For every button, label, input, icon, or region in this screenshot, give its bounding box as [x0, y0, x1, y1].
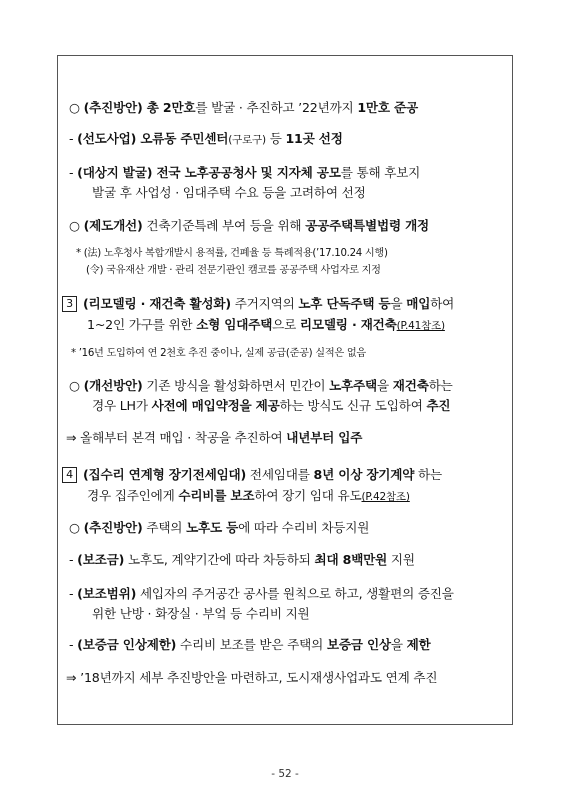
text-line: [92, 398, 450, 414]
text-segment: 등: [265, 131, 286, 146]
text-segment: 매입: [406, 296, 431, 311]
text-line: [87, 317, 445, 334]
text-segment: -: [69, 552, 78, 567]
text-segment: 공공주택특별법령 개정: [305, 218, 430, 233]
text-line: [69, 586, 454, 602]
text-segment: 을: [390, 637, 407, 652]
text-segment: 경우 LH가: [92, 398, 152, 413]
text-segment: (구로구): [228, 134, 266, 146]
section-heading: [62, 467, 442, 483]
page-number: - 52 -: [271, 768, 299, 780]
text-line: [69, 165, 420, 181]
text-segment: 하는: [414, 467, 442, 482]
text-segment: (보조금): [77, 552, 125, 567]
text-segment: 노후도 등: [186, 520, 239, 535]
text-segment: (선도사업) 오류동 주민센터: [77, 131, 229, 146]
text-segment: 지원: [387, 552, 415, 567]
text-segment: (추진방안): [83, 520, 143, 535]
text-segment: (보조범위): [77, 586, 137, 601]
note-line: [76, 246, 388, 262]
text-segment: 를 통해 후보지: [340, 165, 421, 180]
text-segment: 재건축: [392, 378, 429, 393]
text-segment: (令) 국유재산 개발 · 관리 전문기관인 캠코를 공공주택 사업자로 지정: [86, 265, 381, 276]
text-segment: 를 발굴 · 추진하고 ’22년까지: [195, 100, 358, 115]
note-line: [71, 346, 366, 362]
text-segment: 수리비 보조를 받은 주택의: [176, 637, 327, 652]
text-segment: 전세임대를: [246, 467, 314, 482]
text-segment: 사전에 매입약정을 제공: [151, 398, 280, 413]
text-line: [92, 185, 366, 201]
text-segment: (개선방안): [83, 378, 143, 393]
text-segment: 위한 난방 · 화장실 · 부엌 등 수리비 지원: [92, 606, 310, 621]
text-segment: 수리비를 보조: [178, 488, 255, 503]
text-segment: 내년부터 입주: [286, 430, 363, 445]
text-segment: 제한: [406, 637, 431, 652]
text-segment: 하여: [430, 296, 455, 311]
text-segment: 에 따라 수리비 차등지원: [238, 520, 370, 535]
text-segment: 발굴 후 사업성 · 임대주택 수요 등을 고려하여 선정: [92, 185, 366, 200]
text-segment: ○: [69, 100, 84, 115]
text-line: [69, 218, 429, 234]
text-segment: -: [69, 637, 78, 652]
text-line: [69, 100, 418, 116]
text-line: [69, 378, 453, 394]
text-segment: -: [69, 131, 78, 146]
section-number-box: 4: [62, 467, 77, 483]
text-segment: 8년 이상 장기계약: [313, 467, 415, 482]
text-segment: * ’16년 도입하여 연 2천호 추진 중이나, 실제 공급(준공) 실적은 없음: [71, 348, 366, 359]
text-segment: -: [69, 586, 78, 601]
text-line: [69, 637, 431, 653]
text-line: [83, 467, 442, 482]
text-line: [83, 296, 454, 311]
text-segment: (리모델링 · 재건축 활성화): [83, 296, 231, 311]
text-segment: (추진방안) 총 2만호: [83, 100, 196, 115]
text-segment: (P.42참조): [361, 491, 410, 503]
text-segment: 소형 임대주택: [196, 317, 273, 332]
text-line: [69, 520, 369, 536]
text-segment: 세입자의 주거공간 공사를 원칙으로 하고, 생활편의 증진을: [136, 586, 454, 601]
text-segment: (보증금 인상제한): [77, 637, 177, 652]
text-segment: 노후도, 계약기간에 따라 차등하되: [124, 552, 315, 567]
text-segment: 11곳 선정: [285, 131, 343, 146]
text-segment: ⇒ 올해부터 본격 매입 · 착공을 추진하여: [66, 430, 287, 445]
text-segment: ⇒ ’18년까지 세부 추진방안을 마련하고, 도시재생사업과도 연계 추진: [66, 670, 438, 685]
text-segment: 최대 8백만원: [314, 552, 388, 567]
text-segment: 경우 집주인에게: [87, 488, 179, 503]
text-segment: 주택의: [142, 520, 187, 535]
text-line: [92, 606, 310, 622]
text-segment: 기존 방식을 활성화하면서 민간이: [142, 378, 330, 393]
text-segment: 추진: [426, 398, 451, 413]
text-segment: (대상지 발굴) 전국 노후공공청사 및 지자체 공모: [77, 165, 341, 180]
text-segment: 리모델링 · 재건축: [299, 317, 397, 332]
section-heading: [62, 296, 454, 312]
section-number-box: 3: [62, 296, 77, 312]
text-segment: (집수리 연계형 장기전세임대): [83, 467, 247, 482]
text-segment: 노후주택: [329, 378, 377, 393]
text-segment: (P.41참조): [396, 320, 445, 332]
text-segment: 으로: [272, 317, 300, 332]
text-line: [66, 670, 437, 686]
text-segment: 하는: [428, 378, 453, 393]
text-segment: 1만호 준공: [357, 100, 418, 115]
text-segment: 을: [377, 378, 393, 393]
text-segment: 건축기준특례 부여 등을 위해: [142, 218, 306, 233]
text-segment: 보증금 인상: [326, 637, 391, 652]
text-segment: 노후 단독주택 등: [298, 296, 391, 311]
text-segment: (제도개선): [83, 218, 143, 233]
text-segment: -: [69, 165, 78, 180]
text-line: [69, 552, 415, 568]
text-line: [87, 488, 410, 505]
text-segment: 주거지역의: [230, 296, 299, 311]
note-line: [86, 263, 381, 279]
text-line: [69, 131, 343, 148]
text-segment: ○: [69, 520, 84, 535]
text-segment: 1~2인 가구를 위한: [87, 317, 197, 332]
text-segment: * (法) 노후청사 복합개발시 용적률, 건폐율 등 특례적용(’17.10.24 시행): [76, 248, 388, 259]
text-line: [66, 430, 362, 446]
text-segment: 하는 방식도 신규 도입하여: [279, 398, 427, 413]
text-segment: ○: [69, 378, 84, 393]
text-segment: ○: [69, 218, 84, 233]
text-segment: 하여 장기 임대 유도: [254, 488, 362, 503]
text-segment: 을: [390, 296, 407, 311]
